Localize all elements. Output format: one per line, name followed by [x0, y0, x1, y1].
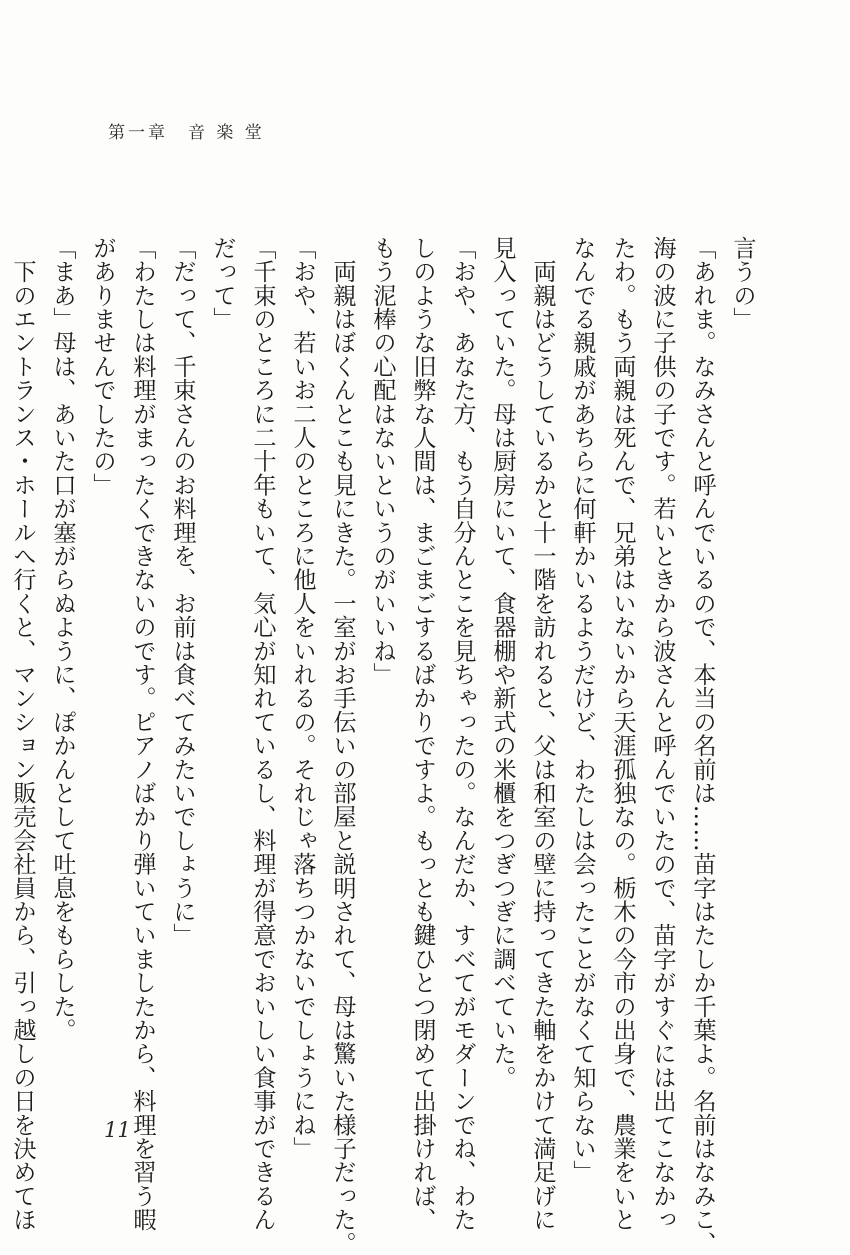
text-line: たわ。もう両親は死んで、兄弟はいないから天涯孤独なの。栃木の今市の出身で、農業をいと — [609, 236, 636, 1232]
text-line: しのような旧弊な人間は、まごまごするばかりですよ。もっとも鍵ひとつ閉めて出掛ければ、 — [409, 236, 436, 1232]
text-line: 言うの」 — [729, 236, 756, 331]
text-line: 「おや、あなた方、もう自分んとこを見ちゃったの。なんだか、すべてがモダーンでね、わた — [449, 236, 476, 1232]
text-line: 海の波に子供の子です。若いときから波さんと呼んでいたので、苗字がすぐには出てこなかっ — [649, 236, 676, 1232]
text-line: 両親はどうしているかと十一階を訪れると、父は和室の壁に持ってきた軸をかけて満足げに — [529, 236, 556, 1232]
running-head: 第一章 音 楽 堂 — [108, 123, 265, 143]
text-line: もう泥棒の心配はないというのがいいね」 — [369, 236, 396, 687]
text-line: なんでる親戚があちらに何軒かいるようだけど、わたしは会ったことがなくて知らない」 — [569, 236, 596, 1184]
text-line: がありませんでしたの」 — [89, 236, 116, 497]
text-line: 「だって、千束さんのお料理を、お前は食べてみたいでしょうに」 — [169, 236, 196, 947]
page-number: 11 — [104, 1118, 131, 1142]
text-line: だって」 — [209, 236, 236, 331]
text-line: 下のエントランス・ホールへ行くと、マンション販売会社員から、引っ越しの日を決めてほ — [9, 236, 36, 1232]
text-line: 「わたしは料理がまったくできないのです。ピアノばかり弾いていましたから、料理を習う暇 — [129, 236, 156, 1232]
text-line: 「千束のところに二十年もいて、気心が知れているし、料理が得意でおいしい食事ができるん — [249, 236, 276, 1232]
text-line: 「おや、若いお二人のところに他人をいれるの。それじゃ落ちつかないでしょうにね」 — [289, 236, 316, 1161]
text-line: 「あれま。なみさんと呼んでいるので、本当の名前は……苗字はたしか千葉よ。名前はなみこ、 — [689, 236, 716, 1255]
text-line: 両親はぼくんとこも見にきた。一室がお手伝いの部屋と説明されて、母は驚いた様子だった。 — [329, 236, 356, 1255]
text-line: 見入っていた。母は厨房にいて、食器棚や新式の米櫃をつぎつぎに調べていた。 — [489, 236, 516, 1090]
text-line: 「まあ」母は、あいた口が塞がらぬように、ぽかんとして吐息をもらした。 — [49, 236, 76, 1042]
